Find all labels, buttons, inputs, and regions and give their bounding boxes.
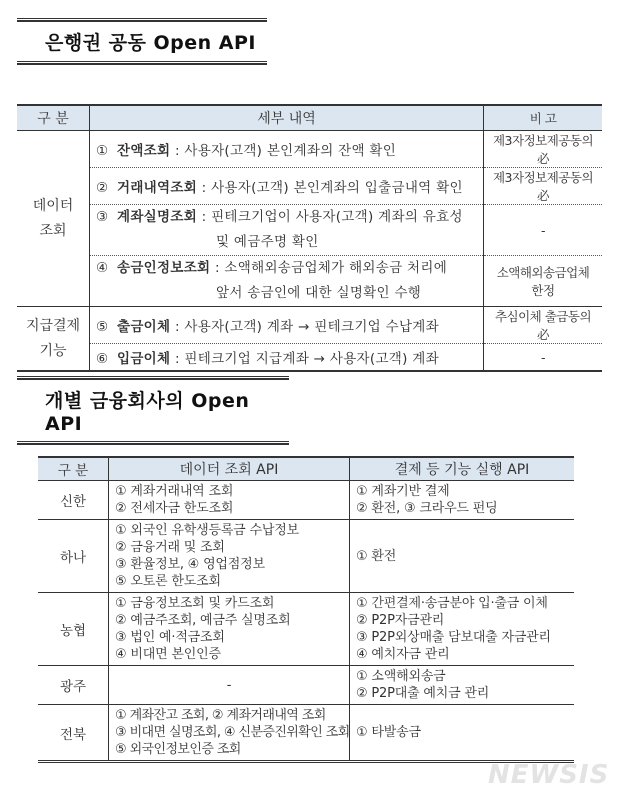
table-row <box>17 205 602 256</box>
bank-name: 광주 <box>38 666 109 705</box>
bank-name: 농협 <box>38 593 109 666</box>
payment-api-cell: ① 환전 <box>350 520 575 593</box>
table-header-row <box>17 105 602 131</box>
title-rule-bottom <box>17 61 267 65</box>
payment-api-cell: ① 타발송금 <box>350 705 575 762</box>
api-name: 입금이체 <box>117 351 171 367</box>
section1-title: 은행권 공동 Open API <box>45 32 256 54</box>
api-name: 잔액조회 <box>117 143 171 159</box>
table-row <box>38 520 574 593</box>
payment-api-cell: ① 계좌기반 결제 ② 환전, ③ 크라우드 펀딩 <box>350 481 575 520</box>
payment-api-cell: ① 간편결제·송금분야 입·출금 이체 ② P2P자금관리 ③ P2P외상매출 담보대출 자금관리 ④ 예치자금 관리 <box>350 593 575 666</box>
table-row <box>17 256 602 307</box>
table-header-row <box>38 457 574 481</box>
detail-cell: ⑥ 입금이체 : 핀테크기업 지급계좌 → 사용자(고객) 계좌 <box>90 344 484 372</box>
header-category: 구 분 <box>17 105 90 131</box>
section2-title-block <box>17 376 289 445</box>
note-cell: 제3자정보제공동의 必 <box>484 131 603 168</box>
note-cell: 제3자정보제공동의 必 <box>484 168 603 205</box>
note-cell: - <box>484 344 603 372</box>
detail-cell: ② 거래내역조회 : 사용자(고객) 본인계좌의 입출금내역 확인 <box>90 168 484 205</box>
payment-api-cell: ① 소액해외송금 ② P2P대출 예치금 관리 <box>350 666 575 705</box>
note-cell: 추심이체 출금동의 必 <box>484 307 603 344</box>
data-api-cell: ① 계좌거래내역 조회 ② 전세자금 한도조회 <box>109 481 350 520</box>
table-row <box>17 131 602 168</box>
detail-cell: ① 잔액조회 : 사용자(고객) 본인계좌의 잔액 확인 <box>90 131 484 168</box>
category-payment-function: 지급결제 기능 <box>17 307 90 372</box>
api-name: 송금인정보조회 <box>117 260 211 276</box>
table-row <box>38 481 574 520</box>
api-name: 거래내역조회 <box>117 180 198 196</box>
bank-common-api-table <box>17 104 602 372</box>
individual-bank-api-table <box>38 456 574 763</box>
api-name: 출금이체 <box>117 319 171 335</box>
header-details: 세부 내역 <box>90 105 484 131</box>
api-name: 계좌실명조회 <box>117 209 198 225</box>
header-data-api: 데이터 조회 API <box>109 457 350 481</box>
table-row <box>38 593 574 666</box>
table-row <box>17 344 602 372</box>
bank-name: 하나 <box>38 520 109 593</box>
category-data-inquiry: 데이터 조회 <box>17 131 90 307</box>
section1-title-block <box>17 18 267 65</box>
note-cell: 소액해외송금업체 한정 <box>484 256 603 307</box>
bank-name: 신한 <box>38 481 109 520</box>
note-cell: - <box>484 205 603 256</box>
data-api-cell: - <box>109 666 350 705</box>
data-api-cell: ① 외국인 유학생등록금 수납정보 ② 금융거래 및 조회 ③ 환율정보, ④ 영업점정보 ⑤ 오토론 한도조회 <box>109 520 350 593</box>
header-bank: 구 분 <box>38 457 109 481</box>
data-api-cell: ① 금융정보조회 및 카드조회 ② 예금주조회, 예금주 실명조회 ③ 법인 예·적금조회 ④ 비대면 본인인증 <box>109 593 350 666</box>
title-rule-bottom <box>17 441 289 445</box>
detail-cell: ⑤ 출금이체 : 사용자(고객) 계좌 → 핀테크기업 수납계좌 <box>90 307 484 344</box>
header-note: 비 고 <box>484 105 603 131</box>
table-row <box>38 705 574 762</box>
data-api-cell: ① 계좌잔고 조회, ② 계좌거래내역 조회 ③ 비대면 실명조회, ④ 신분증진위확인 조회 ⑤ 외국인정보인증 조회 <box>109 705 350 762</box>
bank-name: 전북 <box>38 705 109 762</box>
header-payment-api: 결제 등 기능 실행 API <box>350 457 575 481</box>
table-row <box>17 168 602 205</box>
newsis-watermark: NEWSIS <box>488 760 610 790</box>
detail-cell: ③ 계좌실명조회 : 핀테크기업이 사용자(고객) 계좌의 유효성 및 예금주명 확인 <box>90 205 484 256</box>
section2-title: 개별 금융회사의 Open API <box>45 390 250 435</box>
table-row <box>17 307 602 344</box>
detail-cell: ④ 송금인정보조회 : 소액해외송금업체가 해외송금 처리에 앞서 송금인에 대한 실명확인 수행 <box>90 256 484 307</box>
table-row <box>38 666 574 705</box>
